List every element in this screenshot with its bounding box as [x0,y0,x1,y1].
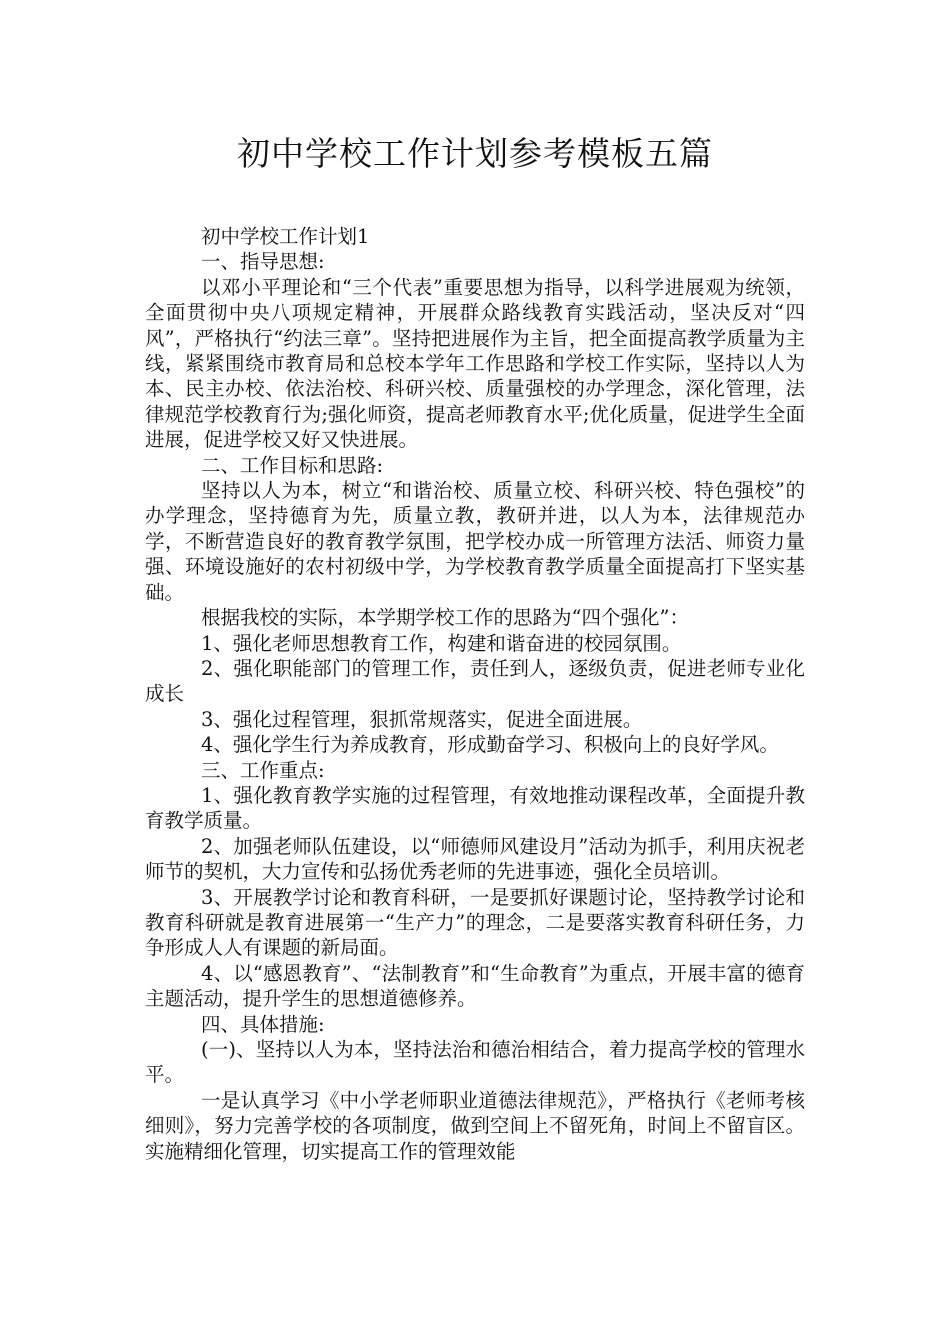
list-item: 2、加强老师队伍建设，以“师德师风建设月”活动为抓手，利用庆祝老师节的契机，大力宣传和弘扬优秀老师的先进事迹，强化全员培训。 [145,834,805,884]
list-item: 4、强化学生行为养成教育，形成勤奋学习、积极向上的良好学风。 [201,733,779,757]
list-item: (一)、坚持以人为本，坚持法治和德治相结合，着力提高学校的管理水平。 [145,1038,805,1087]
list-item: 3、强化过程管理，狠抓常规落实，促进全面进展。 [201,707,643,731]
list-item: 1、强化老师思想教育工作，构建和谐奋进的校园氛围。 [201,631,682,655]
document-title: 初中学校工作计划参考模板五篇 [237,134,713,173]
list-item: 1、强化教育教学实施的过程管理，有效地推动课程改革，全面提升教育教学质量。 [145,783,805,833]
paragraph: 根据我校的实际，本学期学校工作的思路为“四个强化”： [201,606,689,630]
section-heading: 初中学校工作计划1 [201,225,370,248]
subsection-heading: 三、工作重点: [201,758,325,782]
paragraph: 以邓小平理论和“三个代表”重要思想为指导，以科学进展观为统领，全面贯彻中央八项规定精神，开展群众路线教育实践活动，坚决反对“四风”，严格执行“约法三章”。坚持把进展作为主旨，把全面提高教学质量为主线，紧紧围绕市教育局和总校本学年工作思路和学校工作实际，坚持以人为本、民主办校、依法治校、科研兴校、质量强校的办学理念，深化管理，法律规范学校教育行为;强化师资，提高老师教育水平;优化质量，促进学生全面进展，促进学校又好又快进展。 [145,275,805,452]
paragraph: 一是认真学习《中小学老师职业道德法律规范》，严格执行《老师考核细则》，努力完善学校的各项制度，做到空间上不留死角，时间上不留盲区。实施精细化管理，切实提高工作的管理效能 [145,1088,805,1163]
subsection-heading: 一、指导思想: [201,250,325,274]
list-item: 3、开展教学讨论和教育科研，一是要抓好课题讨论，坚持教学讨论和教育科研就是教育进展第一“生产力”的理念，二是要落实教育科研任务，力争形成人人有课题的新局面。 [145,885,805,960]
document-body [145,224,805,1164]
list-item: 4、以“感恩教育”、“法制教育”和“生命教育”为重点，开展丰富的德育主题活动，提升学生的思想道德修养。 [145,961,805,1011]
paragraph: 坚持以人为本，树立“和谐治校、质量立校、科研兴校、特色强校”的办学理念，坚持德育为先，质量立教，教研并进，以人为本，法律规范办学，不断营造良好的教育教学氛围，把学校办成一所管理方法活、师资力量强、环境设施好的农村初级中学，为学校教育教学质量全面提高打下坚实基础。 [145,479,805,604]
subsection-heading: 二、工作目标和思路: [201,453,384,477]
subsection-heading: 四、具体措施: [201,1012,325,1036]
list-item: 2、强化职能部门的管理工作，责任到人，逐级负责，促进老师专业化成长 [145,656,805,706]
